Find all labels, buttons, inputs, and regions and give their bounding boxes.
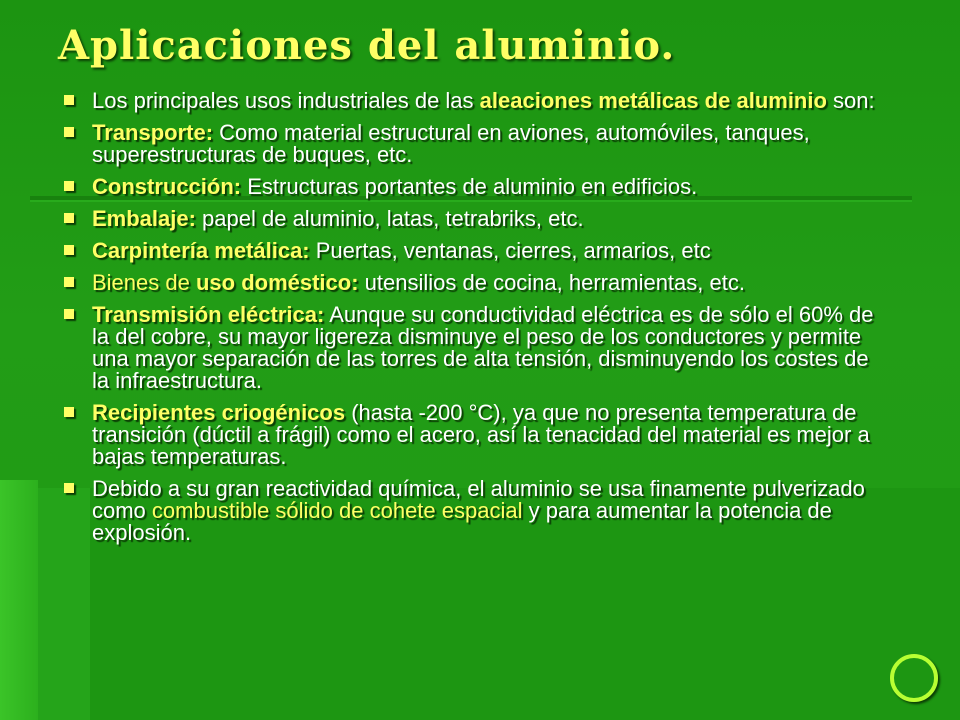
bullet-text-segment: Puertas, ventanas, cierres, armarios, etc [309, 238, 711, 263]
bullet-item [62, 304, 882, 392]
bullet-item [62, 208, 882, 230]
bullet-text-segment: Debido a su gran reactividad química, el aluminio se usa finamente pulverizado como [92, 476, 865, 523]
bullet-text-segment: uso doméstico: [195, 270, 359, 295]
square-bullet-icon [64, 127, 74, 137]
circle-nav-icon[interactable] [890, 654, 938, 702]
bullet-text-segment: y para aumentar la potencia de explosión. [92, 498, 832, 545]
bullet-text-segment: Bienes de [92, 270, 196, 295]
bullet-text-segment: Construcción: [92, 174, 242, 199]
bullet-text-segment: Embalaje: [92, 206, 196, 231]
bullet-text-segment: combustible sólido de cohete espacial [151, 498, 523, 523]
background-left-strip [0, 480, 38, 720]
slide-title: Aplicaciones del aluminio. [58, 22, 676, 69]
square-bullet-icon [64, 95, 74, 105]
bullet-text-segment: son: [826, 88, 875, 113]
square-bullet-icon [64, 181, 74, 191]
bullet-item [62, 90, 882, 112]
bullet-text-segment: Como material estructural en aviones, automóviles, tanques, superestructuras de buques, etc. [92, 120, 810, 167]
bullet-text-segment: utensilios de cocina, herramientas, etc. [358, 270, 745, 295]
bullet-item [62, 122, 882, 166]
bullet-text-segment: Carpintería metálica: [92, 238, 310, 263]
bullet-text-segment: Transporte: [92, 120, 214, 145]
bullet-text-segment: Aunque su conductividad eléctrica es de sólo el 60% de la del cobre, su mayor ligereza disminuye el peso de los conductores y permite una mayor separación de las torres de alta tensión, disminuyendo los costes de la infraestructura. [92, 302, 874, 393]
square-bullet-icon [64, 245, 74, 255]
bullet-item [62, 176, 882, 198]
bullet-list [62, 90, 882, 554]
square-bullet-icon [64, 213, 74, 223]
bullet-text-segment: aleaciones metálicas de aluminio [479, 88, 827, 113]
square-bullet-icon [64, 277, 74, 287]
bullet-item [62, 478, 882, 544]
bullet-item [62, 402, 882, 468]
bullet-text-segment: (hasta -200 °C), ya que no presenta temperatura de transición (dúctil a frágil) como el acero, así la tenacidad del material es mejor a bajas temperaturas. [92, 400, 870, 469]
square-bullet-icon [64, 483, 74, 493]
square-bullet-icon [64, 407, 74, 417]
square-bullet-icon [64, 309, 74, 319]
bullet-text-segment: Los principales usos industriales de las [92, 88, 480, 113]
bullet-text-segment: Estructuras portantes de aluminio en edificios. [241, 174, 698, 199]
bullet-item [62, 240, 882, 262]
bullet-item [62, 272, 882, 294]
bullet-text-segment: Transmisión eléctrica: [92, 302, 325, 327]
bullet-text-segment: Recipientes criogénicos [92, 400, 346, 425]
bullet-text-segment: papel de aluminio, latas, tetrabriks, etc. [195, 206, 584, 231]
